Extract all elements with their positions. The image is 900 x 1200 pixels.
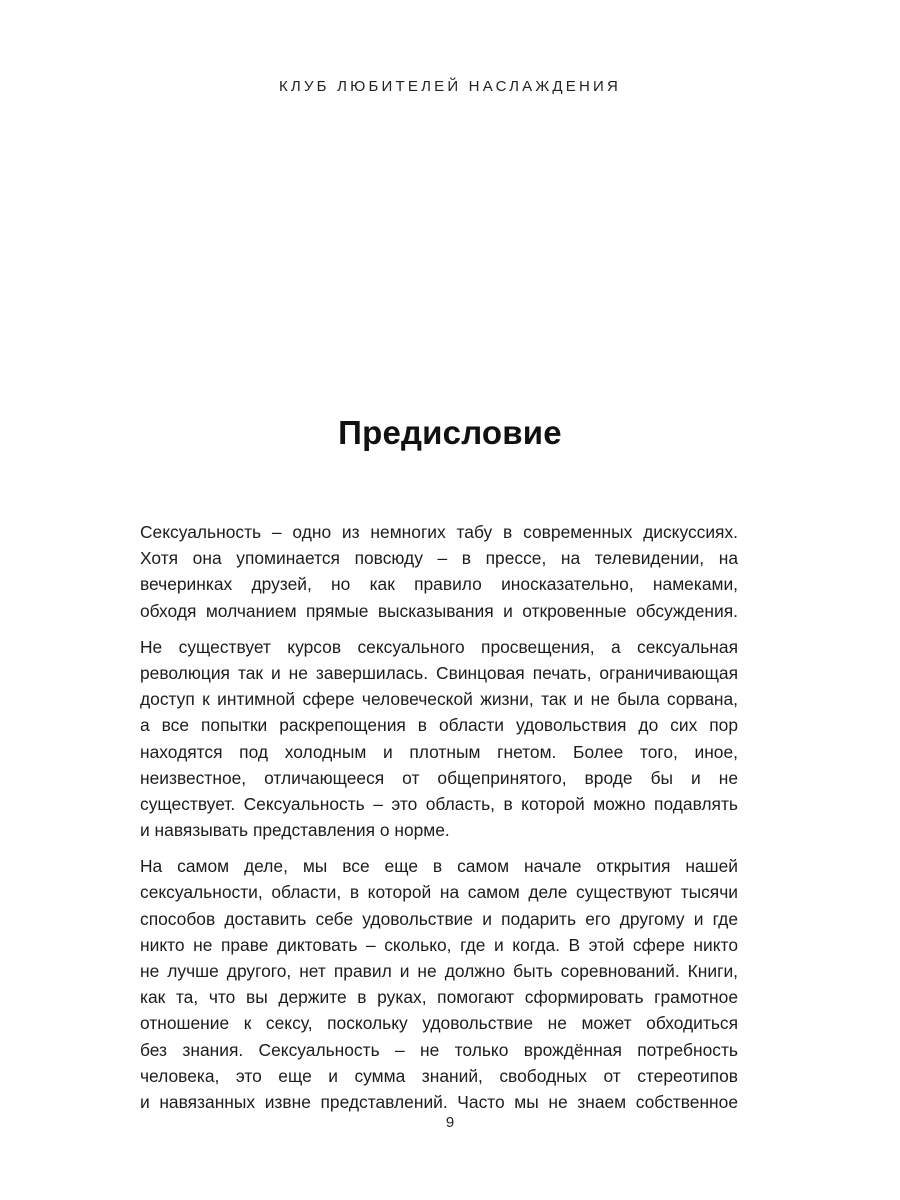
text-line: не лучше другого, нет правил и не должно быть соревнований. Книги,: [140, 961, 738, 981]
text-line: революция так и не завершилась. Свинцовая печать, ограничивающая: [140, 662, 738, 683]
paragraph-3: [140, 853, 738, 1115]
page-number: 9: [445, 1114, 455, 1131]
text-line: и навязанных извне представлений. Часто мы не знаем собственное: [140, 1091, 738, 1112]
text-line: и навязывать представления о норме.: [140, 820, 450, 841]
text-line: Хотя она упоминается повсюду – в прессе, на телевидении, на: [140, 548, 738, 569]
running-header: КЛУБ ЛЮБИТЕЛЕЙ НАСЛАЖДЕНИЯ: [278, 78, 622, 95]
text-line: неизвестное, отличающееся от общепринятого, вроде бы и не: [140, 767, 738, 788]
paragraph-1: [140, 519, 738, 624]
text-line: доступ к интимной сфере человеческой жизни, так и не была сорвана,: [140, 689, 738, 710]
text-line: никто не праве диктовать – сколько, где и когда. В этой сфере никто: [140, 934, 738, 955]
text-line: сексуальности, области, в которой на самом деле существуют тысячи: [140, 882, 738, 903]
text-line: как та, что вы держите в руках, помогают сформировать грамотное: [140, 987, 738, 1008]
text-line: находятся под холодным и плотным гнетом. Более того, иное,: [140, 741, 738, 762]
text-line: без знания. Сексуальность – не только врождённая потребность: [140, 1039, 738, 1060]
text-line: а все попытки раскрепощения в области удовольствия до сих пор: [140, 715, 738, 736]
text-line: способов доставить себе удовольствие и подарить его другому и где: [140, 908, 738, 929]
text-line: вечеринках друзей, но как правило иносказательно, намеками,: [140, 574, 738, 595]
text-line: Не существует курсов сексуального просвещения, а сексуальная: [140, 636, 738, 657]
chapter-title: Предисловие: [338, 414, 562, 451]
text-line: На самом деле, мы все еще в самом начале открытия нашей: [140, 856, 738, 877]
text-line: Сексуальность – одно из немногих табу в современных дискуссиях.: [140, 522, 738, 542]
text-line: человека, это еще и сумма знаний, свободных от стереотипов: [140, 1065, 738, 1086]
body-text: [140, 519, 738, 1125]
text-line: существует. Сексуальность – это область, в которой можно подавлять: [140, 793, 738, 814]
text-line: отношение к сексу, поскольку удовольствие не может обходиться: [140, 1013, 738, 1034]
paragraph-2: [140, 634, 738, 844]
text-line: обходя молчанием прямые высказывания и откровенные обсуждения.: [140, 600, 738, 621]
